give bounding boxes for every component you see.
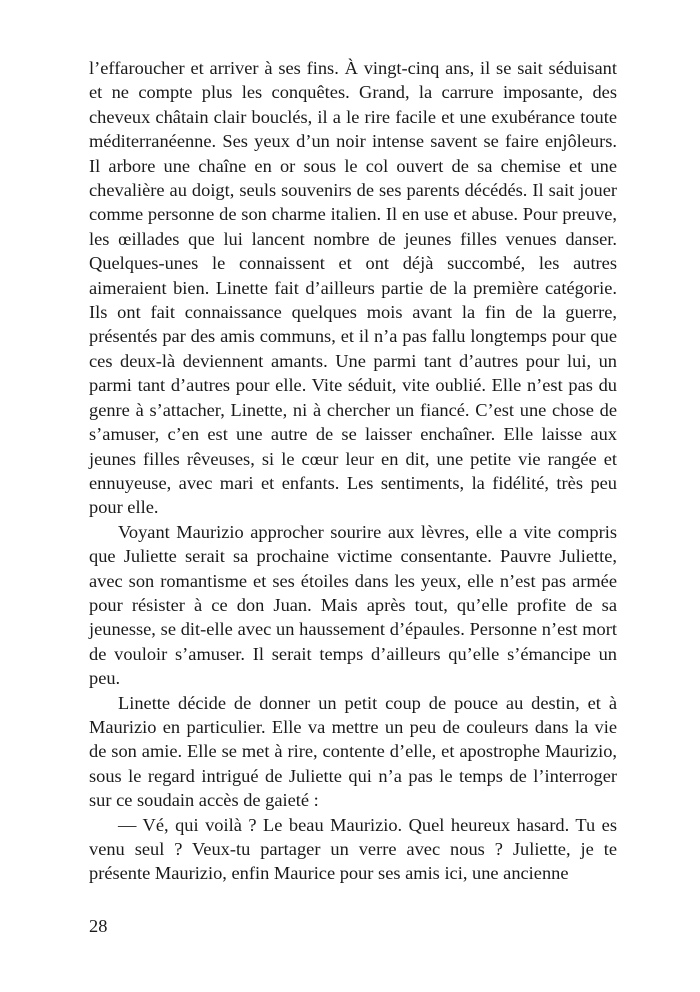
page-number: 28 <box>89 916 108 936</box>
page-body <box>89 56 617 886</box>
paragraph: Linette décide de donner un petit coup de pouce au destin, et à Maurizio en particulier. Elle va mettre un peu de couleurs dans la vie de son amie. Elle se met à rire, contente d’elle, et apostrophe Maurizio, sous le regard intrigué de Juliette qui n’a pas le temps de l’interroger sur ce soudain accès de gaieté : <box>89 692 617 811</box>
paragraph-dialogue: — Vé, qui voilà ? Le beau Maurizio. Quel heureux hasard. Tu es venu seul ? Veux-tu partager un verre avec nous ? Juliette, je te présente Maurizio, enfin Maurice pour ses amis ici, une ancienne <box>89 814 617 884</box>
paragraph: Voyant Maurizio approcher sourire aux lèvres, elle a vite compris que Juliette serait sa prochaine victime consentante. Pauvre Juliette, avec son romantisme et ses étoiles dans les yeux, elle n’est pas armée pour résister à ce don Juan. Mais après tout, qu’elle profite de sa jeunesse, se dit-elle avec un haussement d’épaules. Personne n’est mort de vouloir s’amuser. Il serait temps d’ailleurs qu’elle s’émancipe un peu. <box>89 521 617 689</box>
paragraph-continuation: l’effaroucher et arriver à ses fins. À vingt-cinq ans, il se sait séduisant et ne compte plus les conquêtes. Grand, la carrure imposante, des cheveux châtain clair bouclés, il a le rire facile et une exubérance toute méditerranéenne. Ses yeux d’un noir intense savent se faire enjôleurs. Il arbore une chaîne en or sous le col ouvert de sa chemise et une chevalière au doigt, seuls souvenirs de ses parents décédés. Il sait jouer comme personne de son charme italien. Il en use et abuse. Pour preuve, les œillades que lui lancent nombre de jeunes filles venues danser. Quelques-unes le connaissent et ont déjà succombé, les autres aimeraient bien. Linette fait d’ailleurs partie de la première catégorie. Ils ont fait connaissance quelques mois avant la fin de la guerre, présentés par des amis communs, et il n’a pas fallu longtemps pour que ces deux-là deviennent amants. Une parmi tant d’autres pour lui, un parmi tant d’autres pour elle. Vite séduit, vite oublié. Elle n’est pas du genre à s’attacher, Linette, ni à chercher un fiancé. C’est une chose de s’amuser, c’en est une autre de se laisser enchaîner. Elle laisse aux jeunes filles rêveuses, si le cœur leur en dit, une petite vie rangée et ennuyeuse, avec mari et enfants. Les sentiments, la fidélité, très peu pour elle. <box>89 58 617 518</box>
